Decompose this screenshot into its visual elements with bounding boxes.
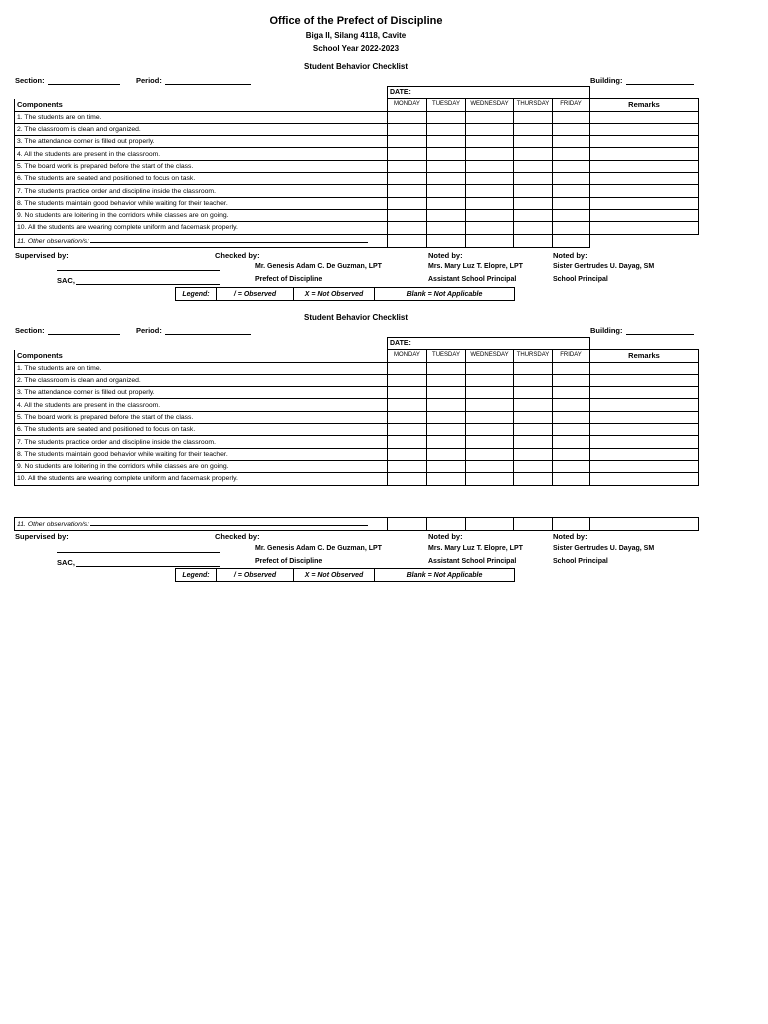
check-cell[interactable] bbox=[553, 185, 590, 197]
legend-observed: / = Observed bbox=[217, 569, 294, 581]
check-cell[interactable] bbox=[388, 148, 427, 160]
table-row bbox=[15, 424, 699, 436]
check-cell[interactable] bbox=[388, 374, 427, 386]
check-cell[interactable] bbox=[427, 436, 466, 448]
check-cell[interactable] bbox=[427, 387, 466, 399]
table-row bbox=[15, 111, 699, 123]
building-field[interactable] bbox=[590, 326, 694, 335]
check-cell[interactable] bbox=[553, 424, 590, 436]
check-cell[interactable] bbox=[553, 222, 590, 234]
date-label: DATE: bbox=[388, 338, 590, 350]
check-cell[interactable] bbox=[388, 111, 427, 123]
check-cell[interactable] bbox=[427, 148, 466, 160]
check-cell[interactable] bbox=[466, 148, 514, 160]
component-label: 2. The classroom is clean and organized. bbox=[15, 123, 388, 135]
check-cell[interactable] bbox=[388, 197, 427, 209]
supervisor-signature-line[interactable] bbox=[57, 552, 220, 553]
other-observation-row bbox=[15, 234, 699, 247]
components-header: Components bbox=[15, 99, 388, 111]
remarks-cell[interactable] bbox=[590, 460, 699, 472]
check-cell[interactable] bbox=[514, 222, 553, 234]
check-cell[interactable] bbox=[388, 173, 427, 185]
table-row bbox=[15, 136, 699, 148]
noted-by-name: Mrs. Mary Luz T. Elopre, LPT bbox=[428, 263, 523, 270]
remarks-cell[interactable] bbox=[590, 111, 699, 123]
other-observation-field[interactable] bbox=[15, 518, 388, 531]
remarks-cell[interactable] bbox=[590, 473, 699, 485]
component-label: 8. The students maintain good behavior while waiting for their teacher. bbox=[15, 197, 388, 209]
table-row bbox=[15, 148, 699, 160]
component-label: 1. The students are on time. bbox=[15, 362, 388, 374]
check-cell[interactable] bbox=[466, 473, 514, 485]
component-label: 10. All the students are wearing complete uniform and facemask properly. bbox=[15, 473, 388, 485]
check-cell[interactable] bbox=[388, 460, 427, 472]
check-cell[interactable] bbox=[553, 209, 590, 221]
check-cell[interactable] bbox=[553, 160, 590, 172]
check-cell[interactable] bbox=[427, 160, 466, 172]
check-cell[interactable] bbox=[514, 460, 553, 472]
section-field[interactable] bbox=[15, 326, 120, 335]
component-label: 1. The students are on time. bbox=[15, 111, 388, 123]
component-label: 5. The board work is prepared before the start of the class. bbox=[15, 411, 388, 423]
check-cell[interactable] bbox=[427, 448, 466, 460]
legend-not-applicable: Blank = Not Applicable bbox=[406, 290, 483, 298]
checklist-title: Student Behavior Checklist bbox=[303, 313, 409, 322]
legend-not-observed: X = Not Observed bbox=[294, 288, 375, 300]
sac-label: SAC, bbox=[57, 276, 75, 285]
check-cell[interactable] bbox=[514, 424, 553, 436]
check-cell[interactable] bbox=[388, 518, 427, 531]
check-cell[interactable] bbox=[514, 448, 553, 460]
check-cell[interactable] bbox=[427, 209, 466, 221]
check-cell[interactable] bbox=[388, 185, 427, 197]
day-header-tuesday: TUESDAY bbox=[427, 99, 466, 111]
check-cell[interactable] bbox=[553, 387, 590, 399]
check-cell[interactable] bbox=[514, 123, 553, 135]
building-label: Building: bbox=[590, 76, 623, 85]
component-label: 8. The students maintain good behavior while waiting for their teacher. bbox=[15, 448, 388, 460]
remarks-cell[interactable] bbox=[590, 160, 699, 172]
check-cell[interactable] bbox=[514, 173, 553, 185]
check-cell[interactable] bbox=[427, 399, 466, 411]
check-cell[interactable] bbox=[553, 460, 590, 472]
legend-box bbox=[175, 568, 515, 582]
checked-by-label: Checked by: bbox=[215, 251, 260, 260]
noted-by-role: School Principal bbox=[553, 276, 608, 283]
legend-not-observed: X = Not Observed bbox=[294, 569, 375, 581]
check-cell[interactable] bbox=[388, 411, 427, 423]
check-cell[interactable] bbox=[553, 197, 590, 209]
table-row bbox=[15, 185, 699, 197]
check-cell[interactable] bbox=[553, 123, 590, 135]
check-cell[interactable] bbox=[514, 148, 553, 160]
check-cell[interactable] bbox=[427, 185, 466, 197]
day-header-friday: FRIDAY bbox=[553, 350, 590, 362]
sac-signature-line[interactable] bbox=[76, 566, 220, 567]
check-cell[interactable] bbox=[388, 234, 427, 247]
component-label: 6. The students are seated and positioned to focus on task. bbox=[15, 424, 388, 436]
check-cell[interactable] bbox=[427, 411, 466, 423]
remarks-cell[interactable] bbox=[590, 123, 699, 135]
day-header-wednesday: WEDNESDAY bbox=[466, 99, 514, 111]
component-label: 7. The students practice order and discipline inside the classroom. bbox=[15, 436, 388, 448]
check-cell[interactable] bbox=[427, 460, 466, 472]
other-observation-label: 11. Other observation/s: bbox=[17, 521, 90, 528]
check-cell[interactable] bbox=[388, 473, 427, 485]
other-observation-field[interactable] bbox=[15, 234, 388, 247]
check-cell[interactable] bbox=[514, 374, 553, 386]
day-header-monday: MONDAY bbox=[388, 350, 427, 362]
checker-role: Prefect of Discipline bbox=[255, 276, 323, 283]
component-label: 2. The classroom is clean and organized. bbox=[15, 374, 388, 386]
remarks-cell[interactable] bbox=[590, 374, 699, 386]
legend-not-applicable: Blank = Not Applicable bbox=[406, 571, 483, 579]
check-cell[interactable] bbox=[514, 111, 553, 123]
check-cell[interactable] bbox=[388, 209, 427, 221]
check-cell[interactable] bbox=[388, 436, 427, 448]
check-cell[interactable] bbox=[466, 185, 514, 197]
check-cell[interactable] bbox=[388, 448, 427, 460]
building-label: Building: bbox=[590, 326, 623, 335]
noted-by-name: Sister Gertrudes U. Dayag, SM bbox=[553, 263, 655, 270]
check-cell[interactable] bbox=[466, 123, 514, 135]
date-label: DATE: bbox=[388, 87, 590, 99]
check-cell[interactable] bbox=[466, 173, 514, 185]
check-cell[interactable] bbox=[553, 518, 590, 531]
check-cell[interactable] bbox=[514, 197, 553, 209]
remarks-cell[interactable] bbox=[590, 387, 699, 399]
check-cell[interactable] bbox=[466, 399, 514, 411]
component-label: 3. The attendance corner is filled out properly. bbox=[15, 387, 388, 399]
section-label: Section: bbox=[15, 76, 45, 85]
check-cell[interactable] bbox=[466, 197, 514, 209]
component-label: 9. No students are loitering in the corridors while classes are on going. bbox=[15, 209, 388, 221]
components-header: Components bbox=[15, 350, 388, 362]
remarks-cell[interactable] bbox=[590, 362, 699, 374]
table-row bbox=[15, 399, 699, 411]
check-cell[interactable] bbox=[466, 362, 514, 374]
remarks-cell[interactable] bbox=[590, 448, 699, 460]
check-cell[interactable] bbox=[553, 362, 590, 374]
check-cell[interactable] bbox=[553, 148, 590, 160]
check-cell[interactable] bbox=[514, 209, 553, 221]
check-cell[interactable] bbox=[427, 424, 466, 436]
behavior-checklist-table bbox=[14, 337, 699, 486]
remarks-cell[interactable] bbox=[590, 185, 699, 197]
check-cell[interactable] bbox=[388, 136, 427, 148]
check-cell[interactable] bbox=[514, 362, 553, 374]
day-header-monday: MONDAY bbox=[388, 99, 427, 111]
remarks-header: Remarks bbox=[590, 99, 699, 111]
section-label: Section: bbox=[15, 326, 45, 335]
check-cell[interactable] bbox=[388, 399, 427, 411]
check-cell[interactable] bbox=[553, 111, 590, 123]
check-cell[interactable] bbox=[388, 362, 427, 374]
check-cell[interactable] bbox=[514, 399, 553, 411]
check-cell[interactable] bbox=[466, 234, 514, 247]
noted-by-label: Noted by: bbox=[428, 251, 463, 260]
noted-by-label: Noted by: bbox=[553, 251, 588, 260]
check-cell[interactable] bbox=[514, 411, 553, 423]
period-label: Period: bbox=[136, 76, 162, 85]
check-cell[interactable] bbox=[427, 136, 466, 148]
check-cell[interactable] bbox=[388, 222, 427, 234]
check-cell[interactable] bbox=[466, 222, 514, 234]
sac-label: SAC, bbox=[57, 558, 75, 567]
component-label: 4. All the students are present in the classroom. bbox=[15, 399, 388, 411]
supervised-by-label: Supervised by: bbox=[15, 251, 69, 260]
check-cell[interactable] bbox=[553, 173, 590, 185]
check-cell[interactable] bbox=[553, 136, 590, 148]
day-header-thursday: THURSDAY bbox=[514, 350, 553, 362]
check-cell[interactable] bbox=[466, 209, 514, 221]
remarks-cell[interactable] bbox=[590, 173, 699, 185]
component-label: 4. All the students are present in the classroom. bbox=[15, 148, 388, 160]
check-cell[interactable] bbox=[514, 234, 553, 247]
component-label: 10. All the students are wearing complete uniform and facemask properly. bbox=[15, 222, 388, 234]
remarks-cell[interactable] bbox=[590, 411, 699, 423]
check-cell[interactable] bbox=[466, 160, 514, 172]
check-cell[interactable] bbox=[466, 518, 514, 531]
check-cell[interactable] bbox=[388, 387, 427, 399]
checker-role: Prefect of Discipline bbox=[255, 558, 323, 565]
check-cell[interactable] bbox=[553, 473, 590, 485]
check-cell[interactable] bbox=[514, 136, 553, 148]
table-row bbox=[15, 222, 699, 234]
checker-name: Mr. Genesis Adam C. De Guzman, LPT bbox=[255, 263, 382, 270]
noted-by-role: Assistant School Principal bbox=[428, 558, 517, 565]
check-cell[interactable] bbox=[553, 436, 590, 448]
remarks-header: Remarks bbox=[590, 350, 699, 362]
remarks-cell[interactable] bbox=[590, 518, 699, 531]
check-cell[interactable] bbox=[388, 424, 427, 436]
check-cell[interactable] bbox=[427, 111, 466, 123]
check-cell[interactable] bbox=[514, 473, 553, 485]
remarks-cell[interactable] bbox=[590, 222, 699, 234]
office-title: Office of the Prefect of Discipline bbox=[269, 15, 443, 27]
remarks-cell[interactable] bbox=[590, 209, 699, 221]
remarks-cell[interactable] bbox=[590, 148, 699, 160]
table-header-row bbox=[15, 99, 699, 111]
check-cell[interactable] bbox=[427, 518, 466, 531]
noted-by-name: Sister Gertrudes U. Dayag, SM bbox=[553, 545, 655, 552]
check-cell[interactable] bbox=[553, 411, 590, 423]
checked-by-label: Checked by: bbox=[215, 532, 260, 541]
table-row bbox=[15, 123, 699, 135]
check-cell[interactable] bbox=[427, 374, 466, 386]
legend-box bbox=[175, 287, 515, 301]
check-cell[interactable] bbox=[466, 136, 514, 148]
table-row bbox=[15, 473, 699, 485]
other-observation-label: 11. Other observation/s: bbox=[17, 237, 90, 245]
check-cell[interactable] bbox=[427, 222, 466, 234]
day-header-wednesday: WEDNESDAY bbox=[466, 350, 514, 362]
check-cell[interactable] bbox=[553, 374, 590, 386]
remarks-cell[interactable] bbox=[590, 399, 699, 411]
school-year: School Year 2022-2023 bbox=[312, 44, 400, 53]
table-row bbox=[15, 436, 699, 448]
table-header-row bbox=[15, 350, 699, 362]
remarks-cell[interactable] bbox=[590, 436, 699, 448]
day-header-tuesday: TUESDAY bbox=[427, 350, 466, 362]
component-label: 5. The board work is prepared before the start of the class. bbox=[15, 160, 388, 172]
supervisor-signature-line[interactable] bbox=[57, 270, 220, 271]
check-cell[interactable] bbox=[427, 362, 466, 374]
component-label: 6. The students are seated and positioned to focus on task. bbox=[15, 173, 388, 185]
legend-label: Legend: bbox=[176, 569, 217, 581]
checklist-title: Student Behavior Checklist bbox=[303, 62, 409, 71]
table-row bbox=[15, 209, 699, 221]
legend-observed: / = Observed bbox=[217, 288, 294, 300]
noted-by-role: Assistant School Principal bbox=[428, 276, 517, 283]
check-cell[interactable] bbox=[466, 387, 514, 399]
building-field[interactable] bbox=[590, 76, 694, 85]
check-cell[interactable] bbox=[466, 411, 514, 423]
check-cell[interactable] bbox=[466, 448, 514, 460]
table-row bbox=[15, 374, 699, 386]
noted-by-label: Noted by: bbox=[428, 532, 463, 541]
check-cell[interactable] bbox=[388, 160, 427, 172]
section-field[interactable] bbox=[15, 76, 120, 85]
check-cell[interactable] bbox=[514, 518, 553, 531]
check-cell[interactable] bbox=[466, 460, 514, 472]
check-cell[interactable] bbox=[466, 424, 514, 436]
other-observation-row bbox=[15, 518, 699, 531]
check-cell[interactable] bbox=[553, 448, 590, 460]
check-cell[interactable] bbox=[514, 160, 553, 172]
table-row bbox=[15, 411, 699, 423]
checker-name: Mr. Genesis Adam C. De Guzman, LPT bbox=[255, 545, 382, 552]
noted-by-name: Mrs. Mary Luz T. Elopre, LPT bbox=[428, 545, 523, 552]
check-cell[interactable] bbox=[427, 234, 466, 247]
component-label: 9. No students are loitering in the corridors while classes are on going. bbox=[15, 460, 388, 472]
check-cell[interactable] bbox=[553, 234, 590, 247]
table-row bbox=[15, 173, 699, 185]
check-cell[interactable] bbox=[514, 436, 553, 448]
table-row bbox=[15, 448, 699, 460]
table-row bbox=[15, 387, 699, 399]
remarks-cell[interactable] bbox=[590, 136, 699, 148]
sac-signature-line[interactable] bbox=[76, 284, 220, 285]
check-cell[interactable] bbox=[427, 473, 466, 485]
check-cell[interactable] bbox=[514, 387, 553, 399]
table-row bbox=[15, 160, 699, 172]
remarks-cell[interactable] bbox=[590, 197, 699, 209]
other-observation-table bbox=[14, 517, 699, 531]
table-row bbox=[15, 362, 699, 374]
check-cell[interactable] bbox=[466, 111, 514, 123]
day-header-friday: FRIDAY bbox=[553, 99, 590, 111]
noted-by-role: School Principal bbox=[553, 558, 608, 565]
supervised-by-label: Supervised by: bbox=[15, 532, 69, 541]
remarks-cell[interactable] bbox=[590, 424, 699, 436]
day-header-thursday: THURSDAY bbox=[514, 99, 553, 111]
check-cell[interactable] bbox=[514, 185, 553, 197]
check-cell[interactable] bbox=[427, 173, 466, 185]
component-label: 3. The attendance corner is filled out properly. bbox=[15, 136, 388, 148]
school-address: Biga II, Silang 4118, Cavite bbox=[305, 31, 407, 40]
table-row bbox=[15, 460, 699, 472]
check-cell[interactable] bbox=[466, 374, 514, 386]
check-cell[interactable] bbox=[466, 436, 514, 448]
check-cell[interactable] bbox=[427, 197, 466, 209]
check-cell[interactable] bbox=[388, 123, 427, 135]
noted-by-label: Noted by: bbox=[553, 532, 588, 541]
check-cell[interactable] bbox=[427, 123, 466, 135]
period-field[interactable] bbox=[136, 326, 251, 335]
legend-label: Legend: bbox=[176, 288, 217, 300]
table-row bbox=[15, 197, 699, 209]
check-cell[interactable] bbox=[553, 399, 590, 411]
period-label: Period: bbox=[136, 326, 162, 335]
component-label: 7. The students practice order and discipline inside the classroom. bbox=[15, 185, 388, 197]
behavior-checklist-table bbox=[14, 86, 699, 248]
period-field[interactable] bbox=[136, 76, 251, 85]
